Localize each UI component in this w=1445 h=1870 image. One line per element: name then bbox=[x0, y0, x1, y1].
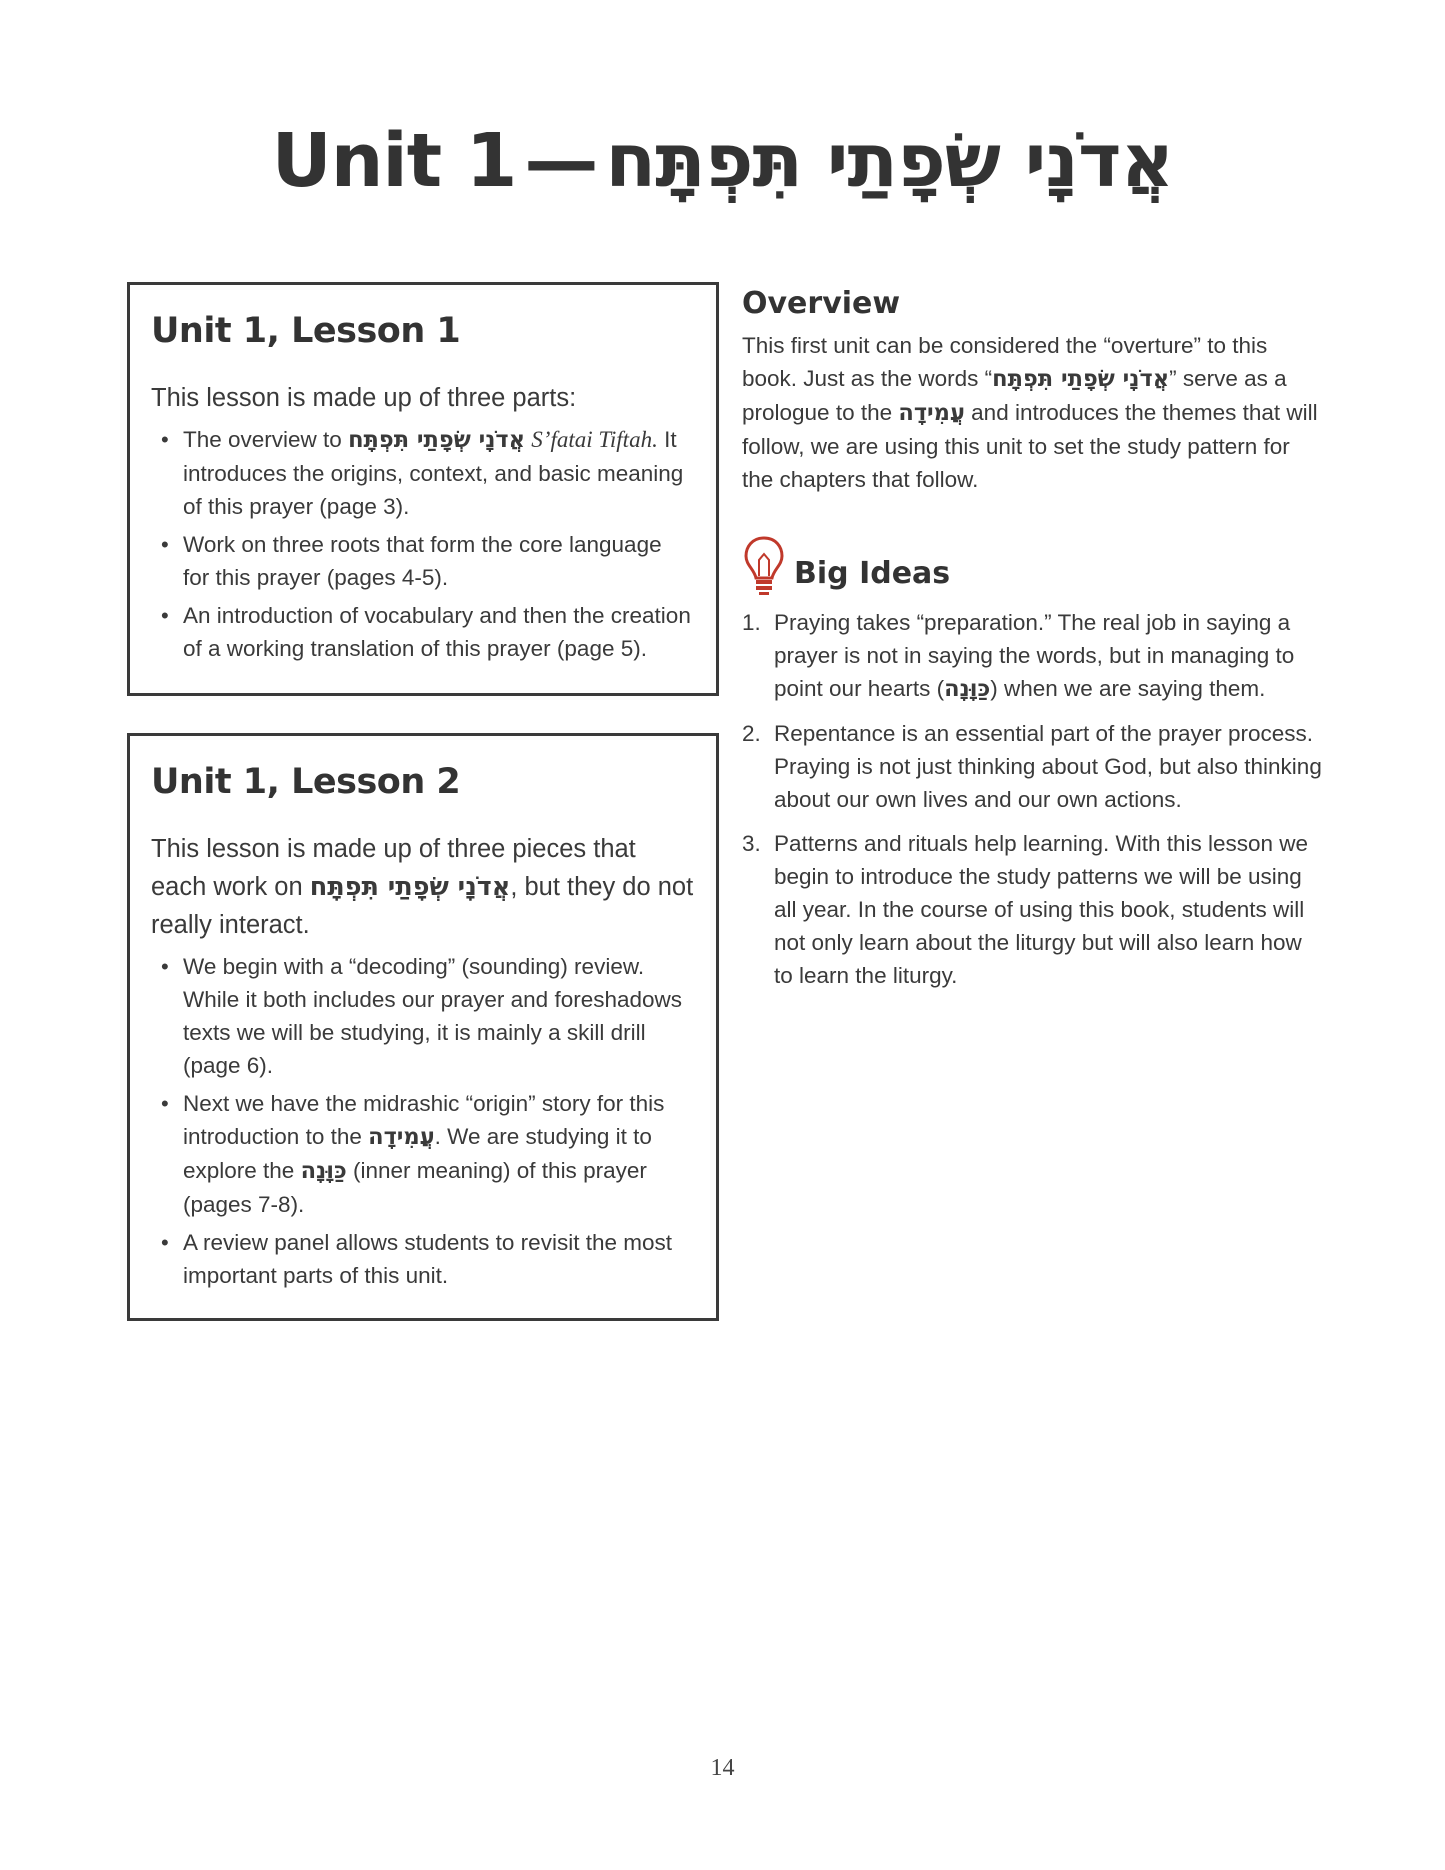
lesson-1-list bbox=[151, 423, 694, 665]
list-item bbox=[742, 827, 1322, 992]
lesson-2-list bbox=[151, 950, 694, 1292]
title-dash: — bbox=[524, 118, 598, 204]
lesson-1-box bbox=[127, 282, 719, 696]
overview-text-part: This first unit can be considered the “overture” to this book. Just as the words “ bbox=[742, 333, 1268, 391]
intro-text: This lesson is made up of three pieces that each work on bbox=[151, 835, 636, 901]
list-item-text: (inner meaning) of this prayer (pages 7-8). bbox=[183, 1158, 647, 1217]
item-number: 2. bbox=[742, 721, 761, 746]
hebrew-text: אֲדֹנָי שְׂפָתַי תִּפְתָּח bbox=[309, 872, 511, 902]
overview-text-part: ” serve as a prologue to the bbox=[742, 366, 1287, 425]
list-item: • We begin with a “decoding” (sounding) review. While it both includes our prayer and foreshadows texts we will be studying, it is mainly a skill drill (page 6). bbox=[151, 950, 694, 1082]
lesson-1-intro: This lesson is made up of three parts: bbox=[151, 384, 577, 412]
item-number: 3. bbox=[742, 831, 761, 856]
intro-text: , but they do not really interact. bbox=[151, 873, 694, 939]
hebrew-text: אֲדֹנָי שְׂפָתַי תִּפְתָּח bbox=[348, 427, 526, 453]
right-column bbox=[742, 286, 1322, 1003]
overview-heading: Overview bbox=[742, 286, 901, 321]
overview-text-part: and introduces the themes that will follow, we are using this unit to set the study pattern for the chapters that follow. bbox=[742, 400, 1318, 492]
big-ideas-header bbox=[742, 534, 1322, 596]
list-item-text: It introduces the origins, context, and basic meaning of this prayer (page 3). bbox=[183, 427, 684, 519]
lesson-2-box bbox=[127, 733, 719, 1321]
hebrew-text: עֲמִידָה bbox=[368, 1124, 435, 1150]
lesson-2-heading: Unit 1, Lesson 2 bbox=[151, 762, 461, 802]
list-item: • Work on three roots that form the core language for this prayer (pages 4-5). bbox=[151, 528, 694, 594]
list-item bbox=[151, 423, 694, 523]
title-hebrew: אֲדֹנָי שְׂפָתַי תִּפְתָּח bbox=[605, 118, 1174, 204]
hebrew-text: עֲמִידָה bbox=[898, 400, 965, 426]
big-ideas-heading: Big Ideas bbox=[794, 556, 951, 591]
list-item: • A review panel allows students to revisit the most important parts of this unit. bbox=[151, 1226, 694, 1292]
list-item-text: Next we have the midrashic “origin” story for this introduction to the bbox=[183, 1091, 665, 1149]
list-item-text: Patterns and rituals help learning. With this lesson we begin to introduce the study patterns we will be using all year. In the course of using this book, students will not only learn about the liturgy but will also learn how to learn the liturgy. bbox=[774, 831, 1309, 988]
transliteration: S’fatai Tiftah. bbox=[531, 427, 658, 452]
page-number: 14 bbox=[710, 1755, 735, 1781]
hebrew-text: כַּוָּנָה bbox=[944, 676, 991, 702]
list-item-text: . We are studying it to explore the bbox=[183, 1124, 652, 1183]
lightbulb-icon bbox=[742, 534, 786, 601]
list-item bbox=[742, 717, 1322, 816]
list-item bbox=[151, 1087, 694, 1221]
page-title bbox=[0, 118, 1445, 204]
list-item-text: ) when we are saying them. bbox=[990, 676, 1266, 701]
item-number: 1. bbox=[742, 610, 761, 635]
list-item-text: Repentance is an essential part of the prayer process. Praying is not just thinking about God, but also thinking about our own lives and our own actions. bbox=[774, 721, 1322, 812]
list-item: • An introduction of vocabulary and then the creation of a working translation of this prayer (page 5). bbox=[151, 599, 694, 665]
overview-text bbox=[742, 329, 1322, 496]
hebrew-text: כַּוָּנָה bbox=[300, 1158, 347, 1184]
big-ideas-list bbox=[742, 606, 1322, 992]
title-prefix: Unit 1 bbox=[271, 118, 517, 204]
lesson-2-intro bbox=[151, 830, 694, 944]
list-item-text: Praying takes “preparation.” The real job in saying a prayer is not in saying the words, but in managing to point our hearts ( bbox=[774, 610, 1295, 701]
list-item-text: The overview to bbox=[183, 427, 349, 452]
lesson-1-heading: Unit 1, Lesson 1 bbox=[151, 311, 461, 351]
list-item bbox=[742, 606, 1322, 706]
hebrew-text: אֲדֹנָי שְׂפָתַי תִּפְתָּח bbox=[992, 366, 1170, 392]
